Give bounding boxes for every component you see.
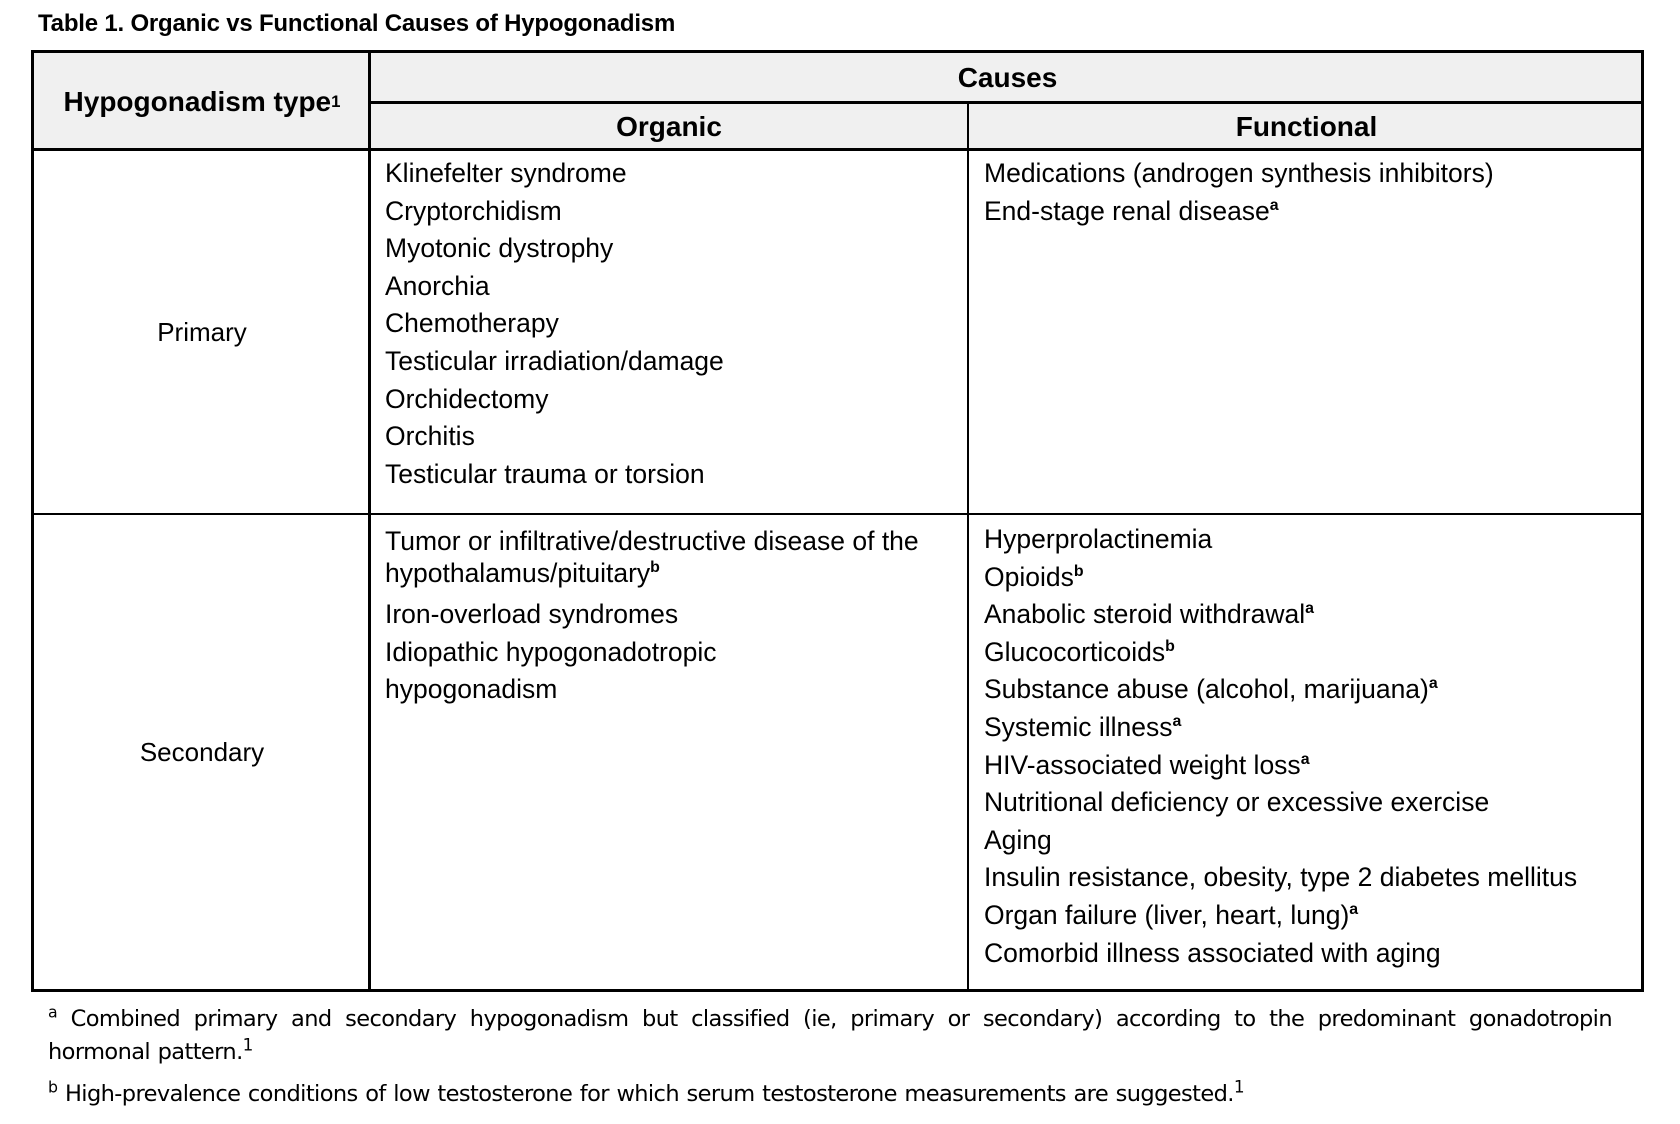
footnote-marker: b [1165,637,1175,655]
cause-item [984,634,1634,672]
footnote-b [48,1078,1612,1111]
cause-item-text: Testicular trauma or torsion [385,458,705,489]
cause-item-text: Aging [984,824,1052,855]
footnote-marker: a [1269,196,1279,214]
footnote-a-reference: 1 [242,1034,253,1055]
cause-item-text: Glucocorticoids [984,636,1166,667]
cause-item [984,193,1634,231]
cause-item [984,897,1634,935]
cause-item [385,193,955,231]
footnote-marker: a [1428,675,1438,693]
cause-item [984,747,1634,785]
cause-item [385,418,955,456]
cause-item [984,859,1634,897]
cause-item [385,634,970,672]
cause-item-text: End-stage renal disease [984,195,1270,226]
cause-item [984,521,1634,559]
cause-item [385,268,955,306]
cause-item [385,456,955,494]
cause-item-text: Idiopathic hypogonadotropic [385,636,717,667]
cause-item [984,596,1634,634]
cause-item-text: Hyperprolactinemia [984,524,1213,554]
cause-item-text: Comorbid illness associated with aging [984,937,1441,968]
footnote-marker: a [1305,600,1314,618]
footnote-marker: a [1300,750,1310,768]
cause-item-text: hypogonadism [385,674,558,705]
cause-item [984,935,1634,973]
cause-item-text: HIV-associated weight loss [984,749,1301,780]
footnote-a-text: Combined primary and secondary hypogonadism but classified (ie, primary or secondary) according to the predominant gonadotropin hormonal pattern. [48,1006,1612,1065]
cause-item [385,525,970,596]
cause-item-text: Orchitis [385,421,475,452]
cause-item [385,305,955,343]
primary-organic-list [385,155,955,493]
cause-item [385,155,955,193]
cause-item-text: Testicular irradiation/damage [385,345,724,376]
cause-item-text: Cryptorchidism [385,195,562,226]
cause-item-text: Organ failure (liver, heart, lung) [984,899,1350,930]
cause-item-text: Klinefelter syndrome [385,158,627,188]
cause-item [984,559,1634,597]
causes-table [31,50,1644,992]
cause-item-text: Medications (androgen synthesis inhibitors) [984,158,1494,188]
table-title: Table 1. Organic vs Functional Causes of Hypogonadism [38,10,676,37]
cause-item-text: Myotonic dystrophy [385,233,614,264]
footnote-a-mark: a [48,1002,58,1022]
cause-item [385,230,955,268]
header-organic: Organic [616,110,722,142]
footnote-marker: b [650,559,660,577]
row-label-primary: Primary [157,316,247,347]
cause-item-text: Chemotherapy [385,308,559,339]
cause-item [984,671,1634,709]
cause-item-text: Tumor or infiltrative/destructive disease of the hypothalamus/pituitary [385,526,919,588]
header-type-label: Hypogonadism type [63,85,332,117]
cause-item [385,596,970,634]
cause-item [385,381,955,419]
cause-item [984,784,1634,822]
footnote-a [48,1003,1612,1069]
row-label-secondary: Secondary [139,736,265,767]
cause-item-text: Anorchia [385,270,490,301]
cause-item-text: Opioids [984,561,1074,592]
cause-item-text: Substance abuse (alcohol, marijuana) [984,674,1429,705]
cause-item [385,343,955,381]
cause-item [984,709,1634,747]
header-causes: Causes [957,62,1058,93]
footnote-marker: a [1172,713,1182,731]
footnote-b-mark: b [48,1077,58,1097]
footnote-marker: a [1349,901,1359,919]
secondary-organic-list [385,525,970,709]
footnote-marker: b [1073,562,1084,580]
cause-item [984,155,1634,193]
header-hypogonadism-type: Hypogonadism type 1 [63,85,341,117]
secondary-functional-list [984,521,1634,972]
cause-item-text: Iron-overload syndromes [385,599,679,629]
cause-item [385,671,970,709]
footnote-b-reference: 1 [1233,1076,1244,1097]
cause-item [984,822,1634,860]
cause-item-text: Nutritional deficiency or excessive exercise [984,787,1490,818]
primary-functional-list [984,155,1634,230]
cause-item-text: Anabolic steroid withdrawal [984,599,1306,630]
footnote-b-text: High-prevalence conditions of low testosterone for which serum testosterone measurements are suggested. [64,1081,1234,1107]
cause-item-text: Orchidectomy [385,383,549,414]
cause-item-text: Insulin resistance, obesity, type 2 diabetes mellitus [984,862,1578,893]
cause-item-text: Systemic illness [984,711,1173,742]
header-functional: Functional [1235,110,1378,142]
